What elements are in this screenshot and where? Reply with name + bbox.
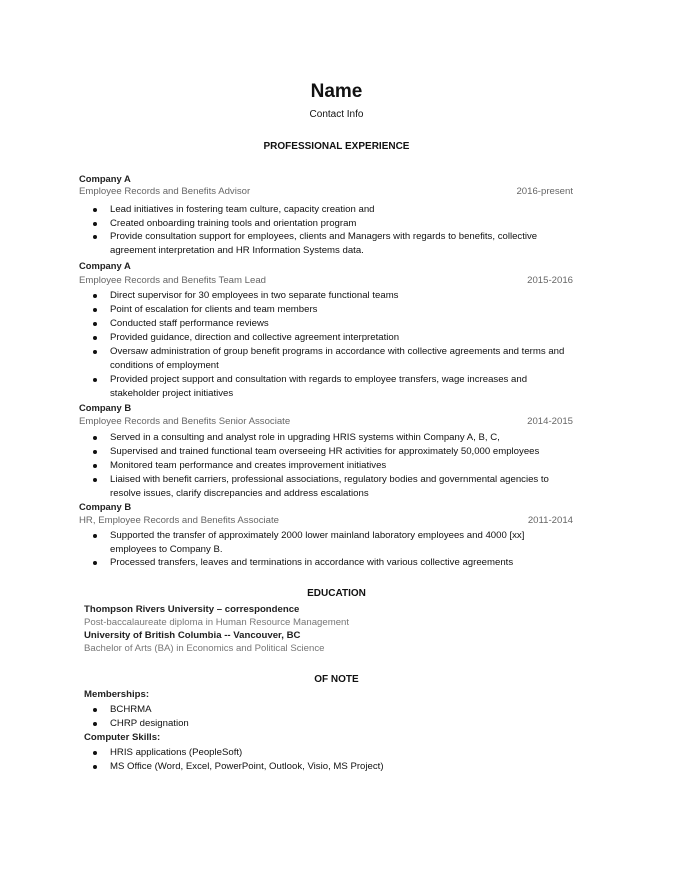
resume-name: Name xyxy=(310,81,363,102)
job-bullet-continuation: employees to Company B. xyxy=(110,544,223,555)
job-title: Employee Records and Benefits Senior Associate xyxy=(79,416,291,427)
job-bullet: Created onboarding training tools and orientation program xyxy=(110,218,357,229)
education-school: Thompson Rivers University – correspondence xyxy=(84,604,300,615)
contact-info: Contact Info xyxy=(309,109,364,120)
job-bullet-continuation: agreement interpretation and HR Information Systems data. xyxy=(110,245,364,256)
job-bullet: Provided project support and consultation with regards to employee transfers, wage increases and xyxy=(110,374,528,385)
job-company: Company B xyxy=(79,402,132,413)
job-bullet: Lead initiatives in fostering team culture, capacity creation and xyxy=(110,204,375,215)
skill-item: MS Office (Word, Excel, PowerPoint, Outlook, Visio, MS Project) xyxy=(110,761,384,772)
job-bullet: Provide consultation support for employees, clients and Managers with regards to benefits, collective xyxy=(110,231,538,242)
job-bullet: Supervised and trained functional team overseeing HR activities for approximately 50,000 employees xyxy=(110,446,540,457)
job-title: Employee Records and Benefits Advisor xyxy=(79,186,251,197)
membership-item: CHRP designation xyxy=(110,718,189,729)
education-school: University of British Columbia -- Vancouver, BC xyxy=(84,630,301,641)
job-bullet: Processed transfers, leaves and terminations in accordance with various collective agreements xyxy=(110,557,514,568)
job-bullet-continuation: stakeholder project initiatives xyxy=(110,388,234,399)
job-bullet-continuation: conditions of employment xyxy=(110,360,219,371)
education-degree: Post-baccalaureate diploma in Human Resource Management xyxy=(84,617,350,628)
education-heading: EDUCATION xyxy=(307,588,366,599)
job-company: Company A xyxy=(79,260,131,271)
job-bullet: Direct supervisor for 30 employees in two separate functional teams xyxy=(110,290,399,301)
education-degree: Bachelor of Arts (BA) in Economics and Political Science xyxy=(84,643,325,654)
job-bullet: Supported the transfer of approximately 2000 lower mainland laboratory employees and 4000 [xx] xyxy=(110,530,525,541)
job-dates: 2014-2015 xyxy=(527,416,573,427)
job-bullet: Provided guidance, direction and collective agreement interpretation xyxy=(110,332,400,343)
membership-item: BCHRMA xyxy=(110,704,152,715)
job-title: HR, Employee Records and Benefits Associate xyxy=(79,515,279,526)
job-bullet: Conducted staff performance reviews xyxy=(110,318,269,329)
job-bullet: Point of escalation for clients and team members xyxy=(110,304,318,315)
job-company: Company B xyxy=(79,501,132,512)
computer-skills-label: Computer Skills: xyxy=(84,732,161,743)
skill-item: HRIS applications (PeopleSoft) xyxy=(110,747,243,758)
of-note-heading: OF NOTE xyxy=(314,674,359,685)
job-dates: 2011-2014 xyxy=(527,515,573,526)
job-title: Employee Records and Benefits Team Lead xyxy=(79,275,267,286)
job-bullet-continuation: resolve issues, clarify discrepancies and address escalations xyxy=(110,488,369,499)
job-dates: 2016-present xyxy=(516,186,573,197)
job-bullet: Oversaw administration of group benefit programs in accordance with collective agreements and terms and xyxy=(110,346,565,357)
job-bullet: Monitored team performance and creates improvement initiatives xyxy=(110,460,387,471)
memberships-label: Memberships: xyxy=(84,689,150,700)
experience-heading: PROFESSIONAL EXPERIENCE xyxy=(263,141,410,152)
job-bullet: Served in a consulting and analyst role in upgrading HRIS systems within Company A, B, C, xyxy=(110,432,500,443)
job-bullet: Liaised with benefit carriers, professional associations, regulatory bodies and governmental agencies to xyxy=(110,474,549,485)
job-dates: 2015-2016 xyxy=(527,275,573,286)
job-company: Company A xyxy=(79,173,131,184)
